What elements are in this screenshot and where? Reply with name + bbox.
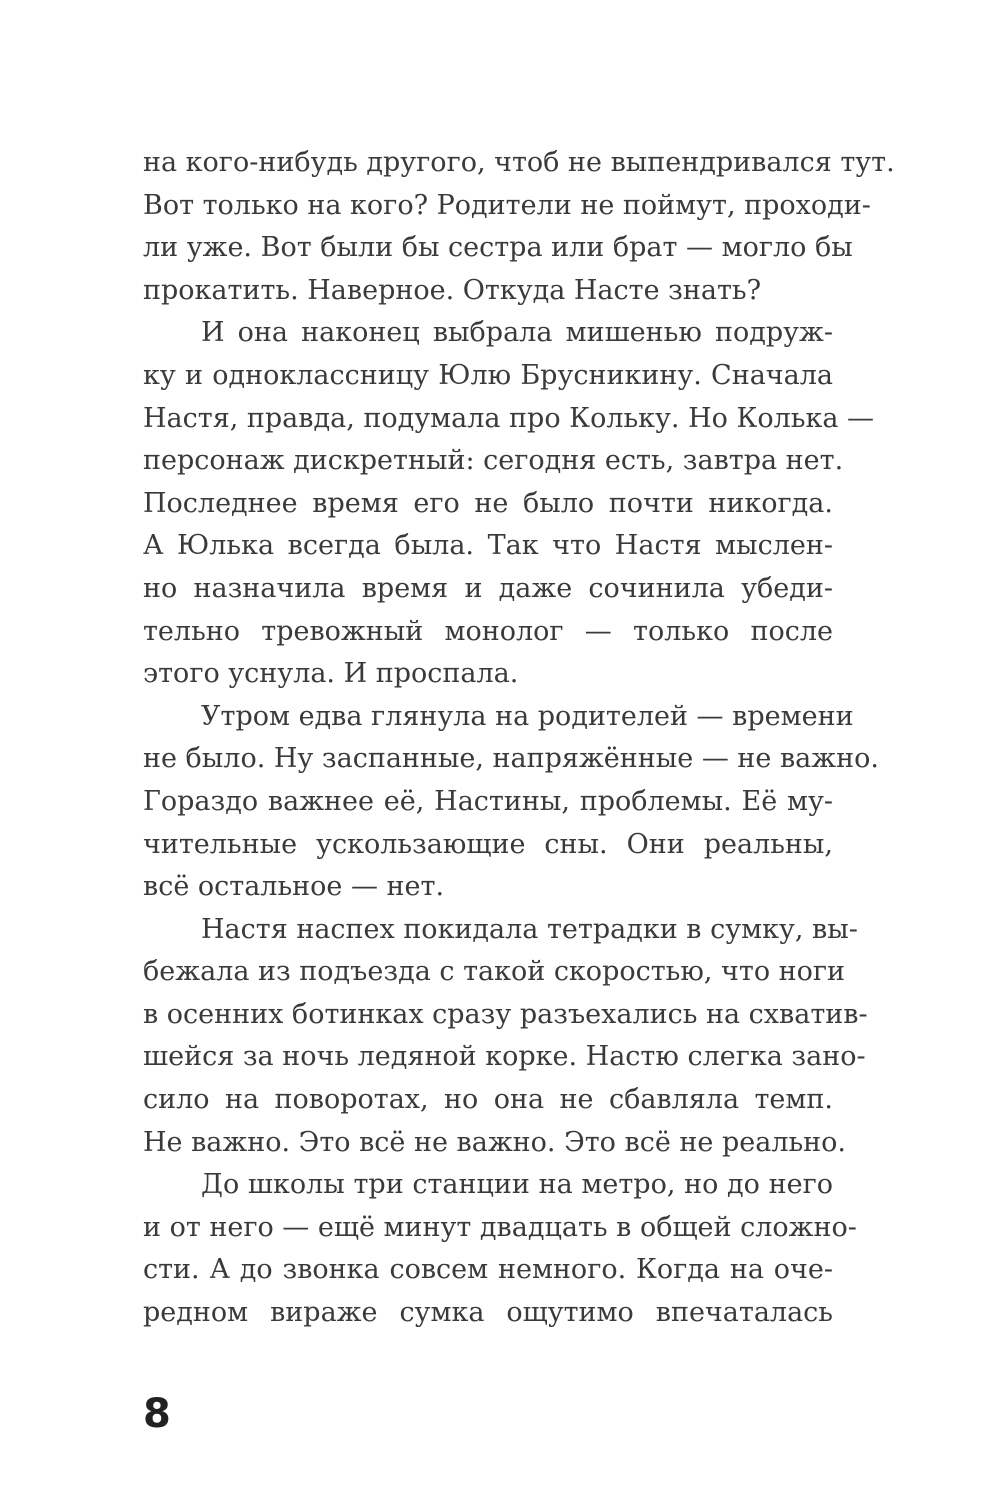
text-line: сти. А до звонка совсем немного. Когда на оче- <box>143 1254 833 1286</box>
paragraph <box>143 1164 857 1334</box>
text-line: чительные ускользающие сны. Они реальны, <box>143 828 833 860</box>
text-line: редном вираже сумка ощутимо впечаталась <box>143 1297 833 1329</box>
text-line: Последнее время его не было почти никогда. <box>143 487 833 519</box>
text-line: Вот только на кого? Родители не поймут, проходи- <box>143 189 871 221</box>
text-line: всё остальное — нет. <box>143 871 445 903</box>
text-line: А Юлька всегда была. Так что Настя мыслен- <box>143 530 833 562</box>
text-line: Гораздо важнее её, Настины, проблемы. Её му- <box>143 785 833 817</box>
text-line: не было. Ну заспанные, напряжённые — не важно. <box>143 743 879 775</box>
text-line: Не важно. Это всё не важно. Это всё не реально. <box>143 1126 847 1158</box>
text-line: этого уснула. И проспала. <box>143 658 519 690</box>
text-line: сило на поворотах, но она не сбавляла темп. <box>143 1084 833 1116</box>
paragraph <box>143 142 895 312</box>
page-number: 8 <box>143 1391 171 1437</box>
text-line: И она наконец выбрала мишенью подруж- <box>201 317 833 349</box>
paragraph <box>143 696 879 909</box>
text-line: ли уже. Вот были бы сестра или брат — могло бы <box>143 232 853 264</box>
text-line: Настя наспех покидала тетрадки в сумку, вы- <box>201 913 858 945</box>
text-line: и от него — ещё минут двадцать в общей сложно- <box>143 1211 857 1243</box>
text-line: но назначила время и даже сочинила убеди- <box>143 572 833 604</box>
text-line: шейся за ночь ледяной корке. Настю слегка зано- <box>143 1041 866 1073</box>
text-line: Утром едва глянула на родителей — времени <box>201 700 854 732</box>
text-line: тельно тревожный монолог — только после <box>143 615 833 647</box>
text-line: в осенних ботинках сразу разъехались на схватив- <box>143 998 868 1030</box>
text-line: персонаж дискретный: сегодня есть, завтра нет. <box>143 445 844 477</box>
text-line: До школы три станции на метро, но до него <box>201 1169 833 1201</box>
paragraph <box>143 312 875 695</box>
body-text <box>143 142 895 1335</box>
paragraph <box>143 909 868 1165</box>
text-line: бежала из подъезда с такой скоростью, что ноги <box>143 956 846 988</box>
text-line: на кого-нибудь другого, чтоб не выпендривался тут. <box>143 147 895 178</box>
text-line: Настя, правда, подумала про Кольку. Но Колька — <box>143 402 875 434</box>
text-line: ку и одноклассницу Юлю Брусникину. Сначала <box>143 359 833 391</box>
text-line: прокатить. Наверное. Откуда Насте знать? <box>143 274 762 306</box>
